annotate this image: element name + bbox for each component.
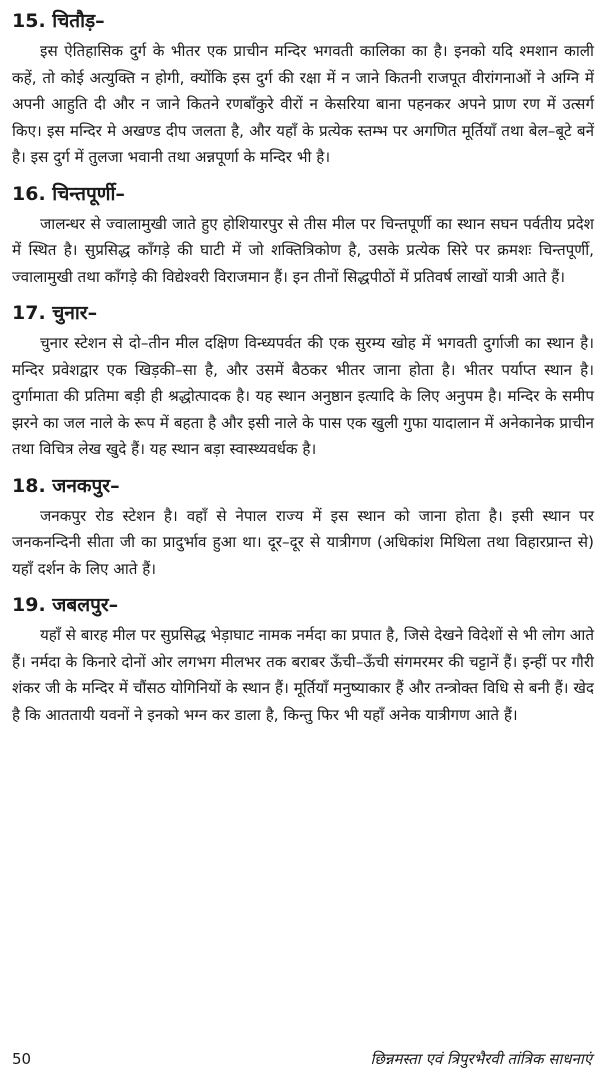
section-heading: 15. चितौड़– [12, 10, 105, 32]
section-paragraph: जनकपुर रोड स्टेशन है। वहाँ से नेपाल राज्य में इस स्थान को जाना होता है। इसी स्थान पर जनकनन्दिनी सीता जी का प्रादुर्भाव हुआ था। दूर–दूर से यात्रीगण (अधिकांश मिथिला तथा विहारप्रान्त से) यहाँ दर्शन के लिए आते हैं। [12, 506, 594, 578]
section-heading: 16. चिन्तपूर्णी– [12, 182, 125, 205]
section-chunar [12, 298, 594, 463]
section-paragraph: इस ऐतिहासिक दुर्ग के भीतर एक प्राचीन मन्दिर भगवती कालिका का है। इनको यदि श्मशान काली कहें, तो कोई अत्युक्ति न होगी, क्योंकि इस दुर्ग की रक्षा में न जाने कितनी राजपूत वीरांगनाओं ने अग्नि में अपनी आहुति दी और न जाने कितने रणबाँकुरे वीरों न केसरिया बाना पहनकर अपने प्राण रण में उत्सर्ग किए। इस मन्दिर मे अखण्ड दीप जलता है, और यहाँ के प्रत्येक स्तम्भ पर अगणित मूर्तियाँ तथा बेल–बूटे बनें है। इस दुर्ग में तुलजा भवानी तथा अन्नपूर्णा के मन्दिर भी है। [12, 42, 594, 166]
section-heading: 18. जनकपुर– [12, 474, 120, 497]
section-paragraph: जालन्धर से ज्वालामुखी जाते हुए होशियारपुर से तीस मील पर चिन्तपूर्णी का स्थान सघन पर्वतीय प्रदेश में स्थित है। सुप्रसिद्ध काँगड़े की घाटी में जो शक्तित्रिकोण है, उसके प्रत्येक सिरे पर क्रमशः चिन्तपूर्णी, ज्वालामुखी तथा काँगड़े की विद्येश्वरी विराजमान हैं। इन तीनों सिद्धपीठों में प्रतिवर्ष लाखों यात्री आते हैं। [12, 214, 594, 286]
section-chittaur [12, 6, 594, 171]
section-heading: 17. चुनार– [12, 302, 98, 324]
section-chintpurni [12, 179, 594, 291]
page-footer [12, 1044, 592, 1074]
running-title: छिन्नमस्ता एवं त्रिपुरभैरवी तांत्रिक साधनाएं [370, 1050, 592, 1068]
section-heading: 19. जबलपुर– [12, 594, 119, 616]
section-paragraph: चुनार स्टेशन से दो–तीन मील दक्षिण विन्ध्यपर्वत की एक सुरम्य खोह में भगवती दुर्गाजी का स्थान है। मन्दिर प्रवेशद्वार एक खिड़की–सा है, और उसमें बैठकर भीतर जाना होता है। भीतर पर्याप्त स्थान है। दुर्गामाता की प्रतिमा बड़ी ही श्रद्धोत्पादक है। यह स्थान अनुष्ठान इत्यादि के लिए अनुपम है। मन्दिर के समीप झरने का जल नाले के रूप में बहता है और इसी नाले के पास एक खुली गुफा यादालान में अनेकानेक प्राचीन तथा विचित्र लेख खुदे हैं। यह स्थान बड़ा स्वास्थ्यवर्धक है। [12, 334, 594, 458]
section-janakpur [12, 471, 594, 583]
page-number: 50 [12, 1050, 32, 1068]
section-paragraph: यहाँ से बारह मील पर सुप्रसिद्ध भेड़ाघाट नामक नर्मदा का प्रपात है, जिसे देखने विदेशों से भी लोग आते हैं। नर्मदा के किनारे दोनों ओर लगभग मीलभर तक बराबर ऊँची–ऊँची संगमरमर की चट्टानें हैं। इन्हीं पर गौरी शंकर जी के मन्दिर में चौंसठ योगिनियों के स्थान हैं। मूर्तियाँ मनुष्याकार हैं और तन्त्रोक्त विधि से बनी हैं। खेद है कि आततायी यवनों ने इनको भग्न कर डाला है, किन्तु फिर भी यहाँ अनेक यात्रीगण आते हैं। [12, 626, 594, 724]
section-jabalpur [12, 590, 594, 728]
